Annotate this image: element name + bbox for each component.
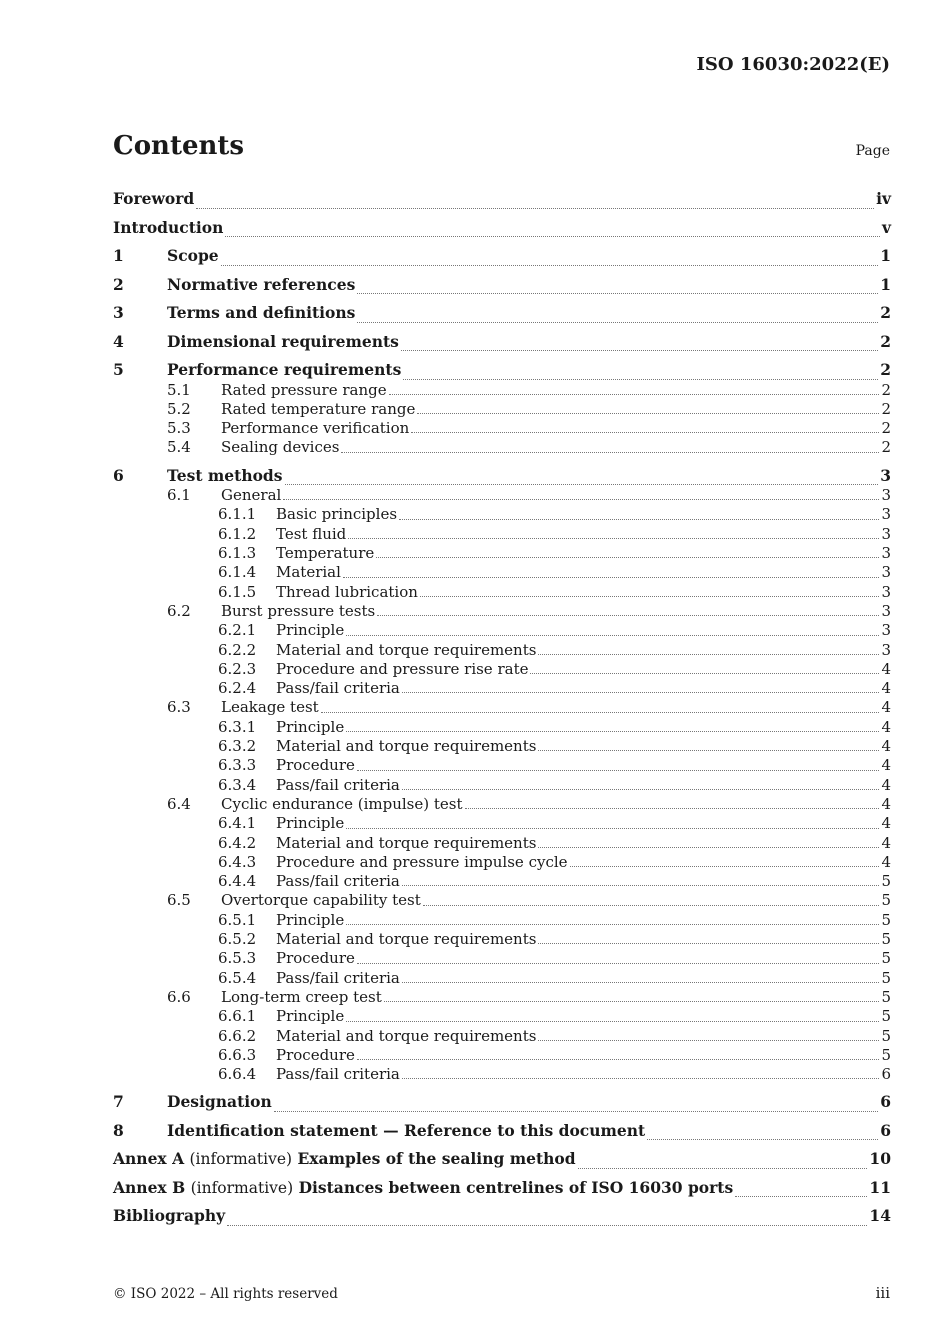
toc-entry-number: 6.5 <box>167 891 191 910</box>
toc-entry-title <box>167 299 355 328</box>
toc-entry-number: 6.2.4 <box>218 679 257 698</box>
toc-entry-heading: Rated pressure range <box>221 380 387 399</box>
dot-leader <box>376 556 879 558</box>
dot-leader <box>735 1195 867 1197</box>
toc-entry-page: 3 <box>881 544 891 563</box>
toc-entry-page: 3 <box>881 486 891 505</box>
toc-entry-number: 6.3.3 <box>218 756 257 775</box>
toc-entry-title <box>276 718 344 737</box>
toc-entry[interactable] <box>113 214 891 243</box>
dot-leader <box>538 1039 879 1041</box>
toc-entry-number: 6.2.2 <box>218 640 257 659</box>
toc-entry-title <box>276 1007 344 1026</box>
toc-entry-title <box>113 1174 733 1203</box>
toc-entry-page: 11 <box>869 1177 891 1197</box>
toc-entry-heading: Cyclic endurance (impulse) test <box>221 794 463 813</box>
toc-entry-heading: Material and torque requirements <box>276 1026 537 1045</box>
dot-leader <box>341 451 879 453</box>
dot-leader <box>402 788 880 790</box>
toc-entry-page: 2 <box>880 303 891 322</box>
dot-leader <box>196 207 874 209</box>
toc-entry[interactable] <box>113 891 891 910</box>
toc-entry-heading: Basic principles <box>276 505 398 524</box>
toc-entry-heading: Procedure and pressure impulse cycle <box>276 852 568 871</box>
toc-entry-heading: Burst pressure tests <box>221 601 376 620</box>
toc-entry-number: 6.3.1 <box>218 717 257 736</box>
toc-entry[interactable] <box>113 486 891 505</box>
contents-title: Contents <box>113 131 245 161</box>
toc-entry-number: 5.1 <box>167 380 191 399</box>
dot-leader <box>285 483 879 485</box>
dot-leader <box>346 923 879 925</box>
dot-leader <box>402 1077 880 1079</box>
toc-entry-title <box>221 438 339 457</box>
toc-entry-page: 4 <box>881 698 891 717</box>
toc-entry[interactable] <box>113 1174 891 1203</box>
dot-leader <box>538 653 879 655</box>
toc-entry-page: 4 <box>881 833 891 852</box>
toc-entry-title <box>276 679 400 698</box>
dot-leader <box>402 691 880 693</box>
toc-entry-title <box>276 834 536 853</box>
dot-leader <box>402 884 880 886</box>
toc-entry-title <box>167 328 399 357</box>
toc-entry-heading: Annex A <box>113 1149 185 1169</box>
toc-entry-heading: Test methods <box>167 465 283 485</box>
toc-entry-title <box>221 795 463 814</box>
toc-entry-number: 6.5.1 <box>218 910 257 929</box>
toc-entry[interactable] <box>113 872 891 891</box>
toc-entry-page: 5 <box>881 968 891 987</box>
page-column-label: Page <box>855 143 890 159</box>
dot-leader <box>403 378 878 380</box>
toc-entry-title <box>221 400 415 419</box>
toc-entry-number: 7 <box>113 1092 124 1112</box>
toc-entry-number: 6.5.4 <box>218 968 257 987</box>
toc-entry-heading: Pass/fail criteria <box>276 1065 400 1084</box>
toc-entry-page: 1 <box>880 274 891 294</box>
toc-entry-number: 6.6.1 <box>218 1007 257 1026</box>
dot-leader <box>530 672 879 674</box>
table-of-contents <box>113 185 891 1231</box>
toc-entry-heading: Principle <box>276 717 345 736</box>
toc-entry-number: 6.2.3 <box>218 659 257 678</box>
toc-entry-heading: Performance requirements <box>167 360 402 379</box>
toc-entry-number: 1 <box>113 246 124 265</box>
toc-entry-title <box>276 1065 400 1084</box>
toc-entry-page: 4 <box>881 717 891 736</box>
toc-entry[interactable] <box>113 1202 891 1231</box>
toc-entry-heading: Overtorque capability test <box>221 891 421 910</box>
toc-entry-number: 6.1.5 <box>218 582 257 601</box>
dot-leader <box>346 1020 879 1022</box>
toc-entry-heading: Test fluid <box>276 524 347 543</box>
toc-entry-title <box>113 1202 225 1231</box>
toc-entry-page: 2 <box>881 438 891 457</box>
toc-entry[interactable] <box>113 563 891 582</box>
toc-entry-title <box>276 930 536 949</box>
toc-entry-heading: Designation <box>167 1092 272 1112</box>
toc-entry-page: 3 <box>881 505 891 524</box>
toc-entry[interactable] <box>113 853 891 872</box>
toc-entry[interactable] <box>113 505 891 524</box>
toc-entry-page: 5 <box>881 910 891 929</box>
toc-entry-number: 4 <box>113 331 124 351</box>
toc-entry-heading: Procedure <box>276 1045 355 1064</box>
toc-entry-page: 2 <box>881 380 891 399</box>
toc-entry[interactable] <box>113 756 891 775</box>
toc-entry-title <box>276 641 536 660</box>
toc-entry-page: 4 <box>881 794 891 813</box>
toc-entry-heading: Introduction <box>113 217 224 237</box>
toc-entry-title <box>276 621 344 640</box>
toc-entry-number: 6.1.2 <box>218 524 257 543</box>
toc-entry[interactable] <box>113 969 891 988</box>
dot-leader <box>417 412 879 414</box>
toc-entry-page: 5 <box>881 872 891 891</box>
toc-entry[interactable] <box>113 1088 891 1117</box>
toc-entry-title <box>276 660 528 679</box>
toc-entry-title <box>221 602 375 621</box>
toc-entry[interactable] <box>113 1007 891 1026</box>
toc-entry-title <box>221 698 319 717</box>
toc-entry[interactable] <box>113 419 891 438</box>
dot-leader <box>274 1110 878 1112</box>
toc-entry-page: 4 <box>881 814 891 833</box>
dot-leader <box>348 537 879 539</box>
toc-entry-page: 3 <box>881 640 891 659</box>
toc-entry-number: 6.1.1 <box>218 505 257 524</box>
toc-entry-number: 5.2 <box>167 399 191 418</box>
annex-note: (informative) <box>189 1150 293 1169</box>
toc-entry-page: 2 <box>880 360 891 379</box>
toc-entry-number: 6.6 <box>167 987 191 1006</box>
toc-entry-title <box>276 563 341 582</box>
toc-entry-title <box>221 381 387 400</box>
toc-entry-page: 5 <box>881 949 891 968</box>
toc-entry[interactable] <box>113 400 891 419</box>
toc-entry-heading: Pass/fail criteria <box>276 968 400 987</box>
toc-entry-page: 3 <box>881 563 891 582</box>
toc-entry-number: 2 <box>113 274 124 294</box>
toc-entry-page: 2 <box>881 399 891 418</box>
toc-entry-title <box>167 271 355 300</box>
dot-leader <box>346 827 879 829</box>
toc-entry-title <box>113 1145 576 1174</box>
toc-entry-page: 6 <box>881 1065 891 1084</box>
dot-leader <box>227 1224 867 1226</box>
toc-entry[interactable] <box>113 381 891 400</box>
toc-entry[interactable] <box>113 988 891 1007</box>
toc-entry-number: 6.5.2 <box>218 930 257 949</box>
toc-entry-title <box>113 185 194 214</box>
page-number: iii <box>875 1284 890 1302</box>
toc-entry-title <box>167 1088 272 1117</box>
dot-leader <box>420 595 880 597</box>
dot-leader <box>357 321 878 323</box>
dot-leader <box>343 576 880 578</box>
toc-entry[interactable] <box>113 1027 891 1046</box>
dot-leader <box>389 393 880 395</box>
toc-entry-heading: Thread lubrication <box>276 582 418 601</box>
toc-entry-page: iv <box>876 189 891 208</box>
toc-entry-heading: Identification statement — Reference to this document <box>167 1120 646 1140</box>
toc-entry[interactable] <box>113 776 891 795</box>
toc-entry[interactable] <box>113 438 891 457</box>
dot-leader <box>538 942 879 944</box>
toc-entry-heading: Pass/fail criteria <box>276 679 400 698</box>
toc-entry-title <box>276 505 397 524</box>
toc-entry-number: 6.4.2 <box>218 833 257 852</box>
toc-entry-number: 6.1.4 <box>218 563 257 582</box>
toc-entry-heading: Material and torque requirements <box>276 833 537 852</box>
dot-leader <box>570 865 880 867</box>
toc-entry[interactable] <box>113 911 891 930</box>
toc-entry[interactable] <box>113 641 891 660</box>
toc-entry-number: 6.3.2 <box>218 737 257 756</box>
toc-entry[interactable] <box>113 185 891 214</box>
dot-leader <box>402 981 880 983</box>
toc-entry-title <box>221 988 382 1007</box>
toc-entry-page: 5 <box>881 1045 891 1064</box>
dot-leader <box>423 904 880 906</box>
toc-entry-number: 6.4.3 <box>218 852 257 871</box>
toc-entry-page: 5 <box>881 930 891 949</box>
toc-entry-heading: Rated temperature range <box>221 399 416 418</box>
dot-leader <box>225 235 880 237</box>
toc-entry-title <box>276 814 344 833</box>
toc-entry-page: 10 <box>869 1149 891 1169</box>
toc-entry-title <box>276 853 568 872</box>
toc-entry-number: 6.6.4 <box>218 1065 257 1084</box>
dot-leader <box>384 1000 880 1002</box>
toc-entry-number: 6.3 <box>167 698 191 717</box>
dot-leader <box>401 349 878 351</box>
toc-entry-page: 4 <box>881 659 891 678</box>
toc-entry-number: 5.4 <box>167 438 191 457</box>
toc-entry[interactable] <box>113 328 891 357</box>
dot-leader <box>399 518 879 520</box>
toc-entry-number: 6.1.3 <box>218 544 257 563</box>
toc-entry[interactable] <box>113 583 891 602</box>
toc-entry[interactable] <box>113 1145 891 1174</box>
dot-leader <box>578 1167 868 1169</box>
toc-entry-title <box>276 872 400 891</box>
toc-entry-title <box>276 911 344 930</box>
toc-entry[interactable] <box>113 930 891 949</box>
dot-leader <box>357 962 880 964</box>
toc-entry-title <box>276 969 400 988</box>
toc-entry[interactable] <box>113 698 891 717</box>
toc-entry-title <box>276 776 400 795</box>
toc-entry-heading: Pass/fail criteria <box>276 872 400 891</box>
toc-entry-page: 2 <box>881 419 891 438</box>
toc-entry-heading: Pass/fail criteria <box>276 775 400 794</box>
toc-entry-number: 6.4.1 <box>218 814 257 833</box>
toc-entry[interactable] <box>113 1046 891 1065</box>
toc-entry-heading: Procedure and pressure rise rate <box>276 659 529 678</box>
toc-entry-number: 6.4 <box>167 794 191 813</box>
toc-entry-title <box>276 949 355 968</box>
toc-entry-heading: Foreword <box>113 189 195 208</box>
toc-entry-heading: Material <box>276 563 341 582</box>
annex-title: Distances between centrelines of ISO 16030 ports <box>298 1177 734 1197</box>
toc-entry-number: 6.4.4 <box>218 872 257 891</box>
toc-entry-heading: Terms and definitions <box>167 303 356 322</box>
toc-entry-heading: Procedure <box>276 756 355 775</box>
toc-entry-heading: Principle <box>276 814 345 833</box>
dot-leader <box>357 769 880 771</box>
toc-entry-heading: Principle <box>276 1007 345 1026</box>
toc-entry[interactable] <box>113 814 891 833</box>
toc-entry-title <box>221 486 281 505</box>
toc-entry-heading: Bibliography <box>113 1206 226 1226</box>
toc-entry-title <box>276 1027 536 1046</box>
toc-entry-title <box>167 242 219 271</box>
toc-entry-title <box>276 544 374 563</box>
toc-entry[interactable] <box>113 660 891 679</box>
document-id: ISO 16030:2022(E) <box>696 54 890 75</box>
toc-entry-title <box>276 583 418 602</box>
toc-entry-heading: Long-term creep test <box>221 987 382 1006</box>
toc-entry-number: 6.2.1 <box>218 621 257 640</box>
toc-entry-heading: Temperature <box>276 544 375 563</box>
toc-entry-heading: Normative references <box>167 274 356 294</box>
toc-entry-heading: Scope <box>167 246 219 265</box>
toc-entry-title <box>221 419 409 438</box>
toc-entry[interactable] <box>113 795 891 814</box>
dot-leader <box>411 431 879 433</box>
toc-entry-heading: Material and torque requirements <box>276 640 537 659</box>
annex-note: (informative) <box>190 1178 294 1197</box>
toc-entry-heading: Material and torque requirements <box>276 930 537 949</box>
toc-entry-page: 4 <box>881 852 891 871</box>
annex-title: Examples of the sealing method <box>297 1149 576 1169</box>
dot-leader <box>357 1058 880 1060</box>
toc-entry-number: 8 <box>113 1120 124 1140</box>
toc-entry-heading: Sealing devices <box>221 438 340 457</box>
toc-entry-heading: Dimensional requirements <box>167 331 399 351</box>
dot-leader <box>647 1138 878 1140</box>
toc-entry-title <box>167 1117 645 1146</box>
toc-entry-page: 5 <box>881 891 891 910</box>
toc-entry[interactable] <box>113 679 891 698</box>
toc-entry-page: 5 <box>881 987 891 1006</box>
toc-entry[interactable] <box>113 544 891 563</box>
toc-entry-title <box>113 214 223 243</box>
toc-entry-number: 6.1 <box>167 486 191 505</box>
dot-leader <box>221 264 879 266</box>
toc-entry-number: 6.6.2 <box>218 1026 257 1045</box>
toc-entry-heading: Principle <box>276 621 345 640</box>
toc-entry-page: 1 <box>880 246 891 265</box>
toc-entry-heading: Annex B <box>113 1177 186 1197</box>
toc-entry-number: 6.3.4 <box>218 775 257 794</box>
toc-entry-page: 14 <box>869 1206 891 1226</box>
dot-leader <box>465 807 880 809</box>
dot-leader <box>538 846 879 848</box>
toc-entry-heading: General <box>221 486 282 505</box>
toc-entry[interactable] <box>113 1065 891 1084</box>
toc-entry[interactable] <box>113 621 891 640</box>
toc-entry-heading: Principle <box>276 910 345 929</box>
toc-entry-page: 3 <box>881 524 891 543</box>
toc-entry-page: 3 <box>881 601 891 620</box>
toc-entry-page: 4 <box>881 737 891 756</box>
toc-entry-page: 4 <box>881 756 891 775</box>
toc-entry-page: 3 <box>881 582 891 601</box>
toc-entry[interactable] <box>113 718 891 737</box>
dot-leader <box>346 730 879 732</box>
toc-entry-title <box>276 525 346 544</box>
toc-entry[interactable] <box>113 1117 891 1146</box>
toc-entry-number: 3 <box>113 303 124 322</box>
toc-entry[interactable] <box>113 525 891 544</box>
toc-entry[interactable] <box>113 834 891 853</box>
toc-entry-title <box>221 891 421 910</box>
toc-entry-heading: Procedure <box>276 949 355 968</box>
copyright-notice: © ISO 2022 – All rights reserved <box>113 1286 338 1302</box>
toc-entry-page: 5 <box>881 1007 891 1026</box>
toc-entry-title <box>276 1046 355 1065</box>
toc-entry-page: 3 <box>880 465 891 485</box>
toc-entry-page: 2 <box>880 331 891 351</box>
toc-entry-page: 6 <box>880 1120 891 1140</box>
toc-entry[interactable] <box>113 299 891 328</box>
toc-entry[interactable] <box>113 271 891 300</box>
toc-entry-page: 4 <box>881 679 891 698</box>
dot-leader <box>538 749 879 751</box>
toc-entry-page: 4 <box>881 775 891 794</box>
toc-entry-title <box>276 756 355 775</box>
dot-leader <box>377 614 879 616</box>
toc-entry-title <box>276 737 536 756</box>
toc-entry-page: v <box>881 217 891 237</box>
toc-entry-number: 5 <box>113 360 124 379</box>
toc-entry-number: 5.3 <box>167 419 191 438</box>
dot-leader <box>321 711 880 713</box>
toc-entry-heading: Performance verification <box>221 419 410 438</box>
toc-entry-heading: Leakage test <box>221 698 319 717</box>
toc-entry[interactable] <box>113 242 891 271</box>
toc-entry-page: 3 <box>881 621 891 640</box>
toc-entry[interactable] <box>113 949 891 968</box>
toc-entry[interactable] <box>113 602 891 621</box>
toc-entry-number: 6.2 <box>167 601 191 620</box>
dot-leader <box>357 292 878 294</box>
toc-entry-heading: Material and torque requirements <box>276 737 537 756</box>
toc-entry-page: 5 <box>881 1026 891 1045</box>
toc-entry-number: 6.6.3 <box>218 1045 257 1064</box>
dot-leader <box>346 634 879 636</box>
toc-entry-page: 6 <box>880 1092 891 1112</box>
toc-entry-number: 6.5.3 <box>218 949 257 968</box>
dot-leader <box>283 498 879 500</box>
toc-entry-number: 6 <box>113 465 124 485</box>
toc-entry[interactable] <box>113 737 891 756</box>
